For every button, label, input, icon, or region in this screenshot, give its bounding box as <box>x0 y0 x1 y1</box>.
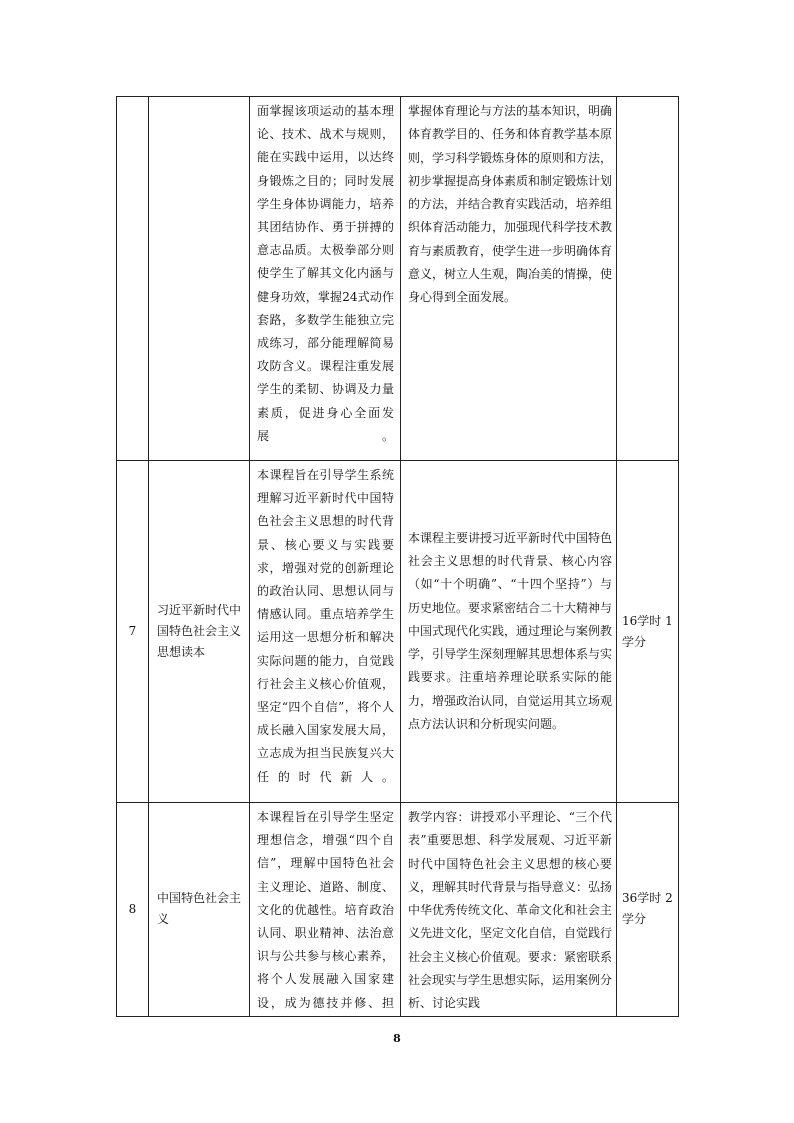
course-goal-cell: 本课程旨在引导学生系统理解习近平新时代中国特色社会主义思想的时代背景、核心要义与实践要求，增强对党的创新理论的政治认同、思想认同与情感认同。重点培养学生运用这一思想分析和解决实际问题的能力，自觉践行社会主义核心价值观，坚定“四个自信”，将个人成长融入国家发展大局，立志成为担当民族复兴大任的时代新人。 <box>250 461 401 803</box>
course-table <box>116 96 679 1017</box>
course-content-cell: 教学内容：讲授邓小平理论、“三个代表”重要思想、科学发展观、习近平新时代中国特色社会主义思想的核心要义，理解其时代背景与指导意义：弘扬中华优秀传统文化、革命文化和社会主义先进文化，坚定文化自信，自觉践行社会主义核心价值观。要求：紧密联系社会现实与学生思想实际，运用案例分析、讨论实践 <box>401 803 617 1017</box>
course-hours-cell <box>617 97 679 461</box>
course-content-cell: 本课程主要讲授习近平新时代中国特色社会主义思想的时代背景、核心内容（如“十个明确”、“十四个坚持”）与历史地位。要求紧密结合二十大精神与中国式现代化实践，通过理论与案例教学，引导学生深刻理解其思想体系与实践要求。注重培养理论联系实际的能力，增强政治认同，自觉运用其立场观点方法认识和分析现实问题。 <box>401 461 617 803</box>
course-content-cell: 掌握体育理论与方法的基本知识，明确体育教学目的、任务和体育教学基本原则，学习科学锻炼身体的原则和方法，初步掌握提高身体素质和制定锻炼计划的方法，并结合教育实践活动，培养组织体育活动能力，加强现代科学技术教育与素质教育，使学生进一步明确体育意义，树立人生观，陶冶美的情操，使身心得到全面发展。 <box>401 97 617 461</box>
table-row <box>117 461 679 803</box>
row-number-cell: 7 <box>117 461 149 803</box>
course-goal-cell: 本课程旨在引导学生坚定理想信念，增强“四个自信”，理解中国特色社会主义理论、道路、制度、文化的优越性。培育政治认同、职业精神、法治意识与公共参与核心素养，将个人发展融入国家建设，成为德技并修、担 <box>250 803 401 1017</box>
course-hours-cell: 16学时 1学分 <box>617 461 679 803</box>
course-name-cell <box>149 97 250 461</box>
table-row <box>117 97 679 461</box>
page-number: 8 <box>393 1032 401 1045</box>
course-goal-cell: 面掌握该项运动的基本理论、技术、战术与规则，能在实践中运用，以达终身锻炼之目的；同时发展学生身体协调能力，培养其团结协作、勇于拼搏的意志品质。太极拳部分则使学生了解其文化内涵与健身功效，掌握24式动作套路，多数学生能独立完成练习，部分能理解简易攻防含义。课程注重发展学生的柔韧、协调及力量素质，促进身心全面发展。 <box>250 97 401 461</box>
row-number-cell: 8 <box>117 803 149 1017</box>
course-hours-cell: 36学时 2学分 <box>617 803 679 1017</box>
course-name-cell: 中国特色社会主义 <box>149 803 250 1017</box>
table-row <box>117 803 679 1017</box>
row-number-cell <box>117 97 149 461</box>
course-name-cell: 习近平新时代中国特色社会主义思想读本 <box>149 461 250 803</box>
